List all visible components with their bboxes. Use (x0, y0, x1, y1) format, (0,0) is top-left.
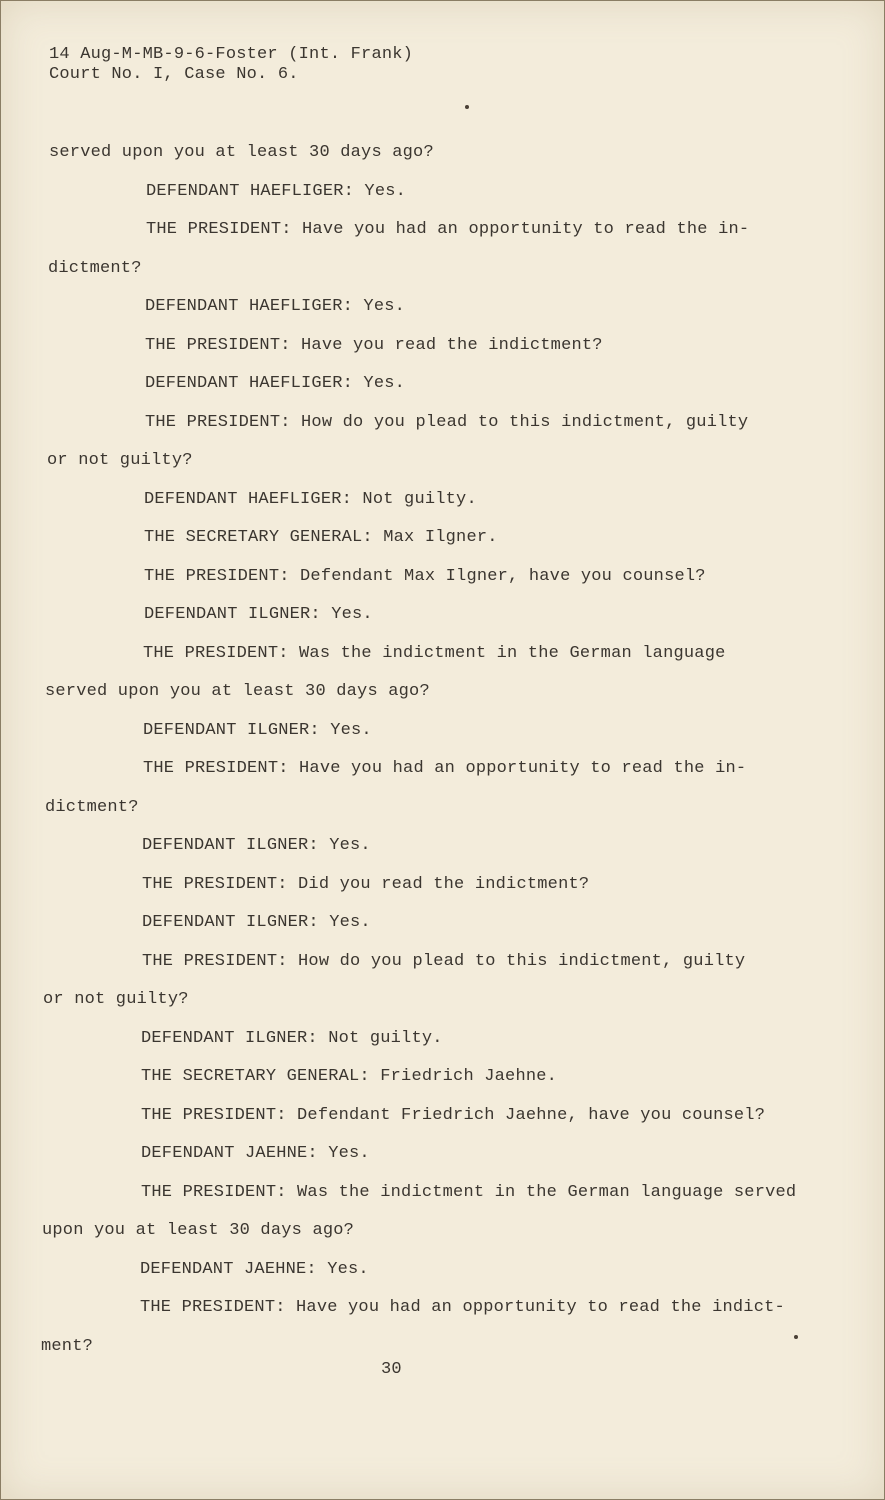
transcript-line: DEFENDANT HAEFLIGER: Yes. (145, 297, 406, 316)
transcript-line: DEFENDANT ILGNER: Yes. (142, 836, 371, 855)
transcript-line: THE PRESIDENT: How do you plead to this indictment, guilty (145, 413, 749, 432)
transcript-line: DEFENDANT JAEHNE: Yes. (141, 1144, 370, 1163)
transcript-line: dictment? (45, 798, 139, 817)
transcript-line: THE PRESIDENT: Was the indictment in the German language served (141, 1183, 797, 1202)
transcript-line: THE PRESIDENT: Defendant Friedrich Jaehne, have you counsel? (141, 1106, 766, 1125)
transcript-line: DEFENDANT HAEFLIGER: Yes. (146, 182, 407, 201)
paper-speck (794, 1335, 798, 1339)
transcript-line: THE PRESIDENT: Have you read the indictment? (145, 336, 603, 355)
header-line-1: 14 Aug-M-MB-9-6-Foster (Int. Frank) (49, 45, 414, 64)
transcript-line: THE PRESIDENT: Was the indictment in the German language (143, 644, 726, 663)
transcript-line: DEFENDANT ILGNER: Yes. (142, 913, 371, 932)
transcript-line: THE SECRETARY GENERAL: Friedrich Jaehne. (141, 1067, 558, 1086)
transcript-line: DEFENDANT ILGNER: Yes. (144, 605, 373, 624)
transcript-line: DEFENDANT HAEFLIGER: Not guilty. (144, 490, 477, 509)
transcript-line: DEFENDANT ILGNER: Yes. (143, 721, 372, 740)
transcript-line: DEFENDANT HAEFLIGER: Yes. (145, 374, 406, 393)
transcript-line: DEFENDANT ILGNER: Not guilty. (141, 1029, 443, 1048)
transcript-line: THE PRESIDENT: Have you had an opportunity to read the in- (143, 759, 747, 778)
transcript-line: or not guilty? (47, 451, 193, 470)
transcript-line: THE PRESIDENT: Defendant Max Ilgner, have you counsel? (144, 567, 706, 586)
transcript-line: THE PRESIDENT: Did you read the indictment? (142, 875, 590, 894)
paper-speck (465, 105, 469, 109)
transcript-line: THE SECRETARY GENERAL: Max Ilgner. (144, 528, 498, 547)
header-line-2: Court No. I, Case No. 6. (49, 65, 299, 84)
transcript-line: THE PRESIDENT: Have you had an opportunity to read the indict- (140, 1298, 785, 1317)
transcript-line: upon you at least 30 days ago? (42, 1221, 355, 1240)
transcript-line: THE PRESIDENT: How do you plead to this indictment, guilty (142, 952, 746, 971)
transcript-line: ment? (41, 1337, 94, 1356)
transcript-line: served upon you at least 30 days ago? (45, 682, 430, 701)
transcript-line: THE PRESIDENT: Have you had an opportunity to read the in- (146, 220, 750, 239)
transcript-line: dictment? (48, 259, 142, 278)
page-number: 30 (381, 1360, 402, 1379)
transcript-line: DEFENDANT JAEHNE: Yes. (140, 1260, 369, 1279)
transcript-line: served upon you at least 30 days ago? (49, 143, 434, 162)
transcript-line: or not guilty? (43, 990, 189, 1009)
